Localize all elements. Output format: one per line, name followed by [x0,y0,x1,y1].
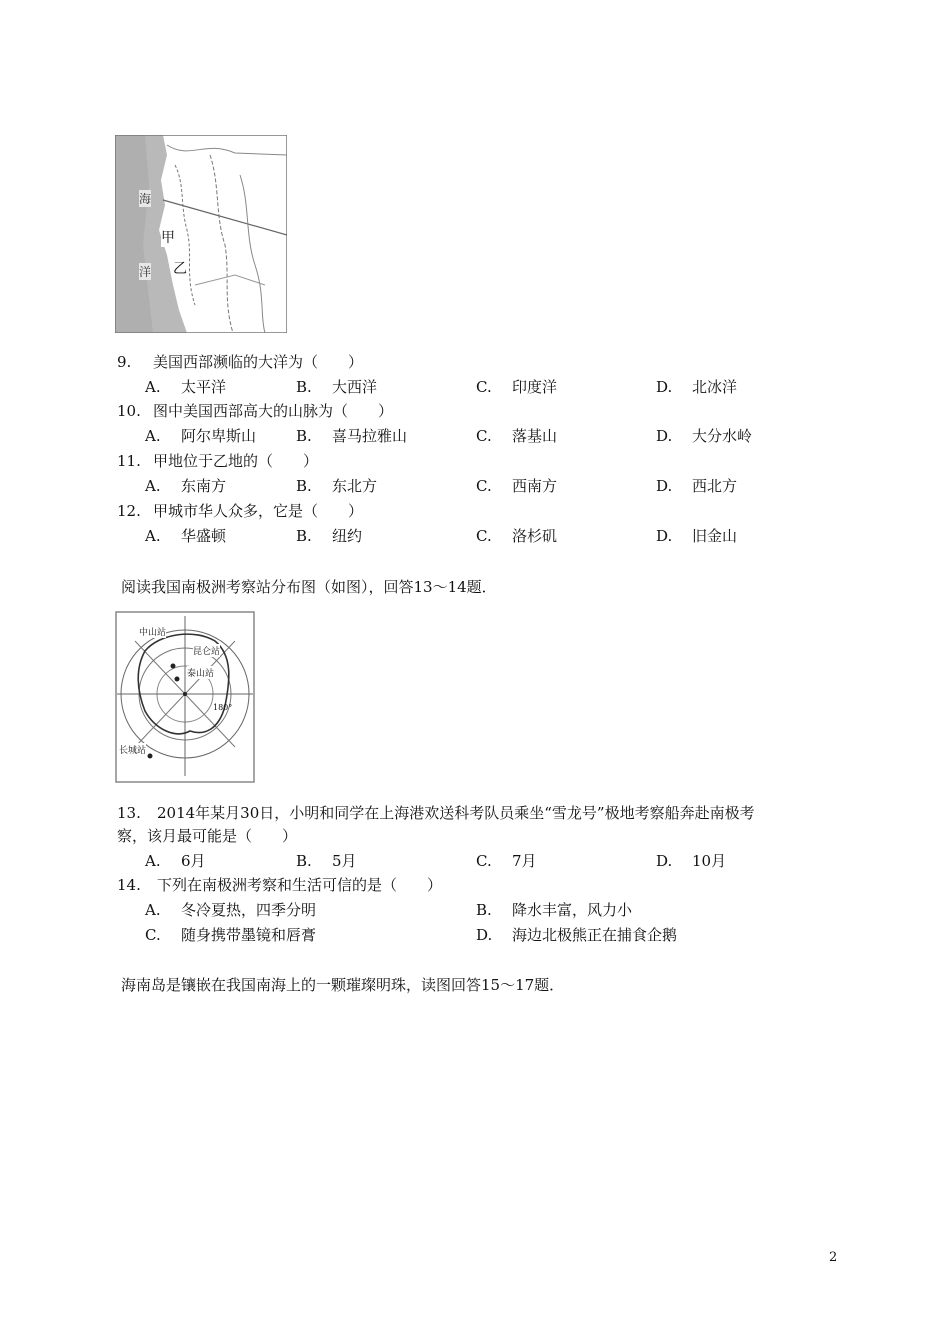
question-14 [117,874,442,895]
station-taishan: 泰山站 [187,666,214,679]
station-zhongshan: 中山站 [139,625,166,638]
option-b[interactable]: B. 5月 [296,852,357,870]
option-a[interactable]: A. 冬冷夏热，四季分明 [145,901,317,919]
option-d[interactable]: D. 10月 [656,852,727,870]
option-d[interactable]: D. 海边北极熊正在捕食企鹅 [476,926,678,944]
question-number: 10. [117,402,141,420]
us-west-map [115,135,287,333]
question-text: 图中美国西部高大的山脉为（ ） [153,402,394,420]
option-d[interactable]: D. 西北方 [656,477,738,495]
map-label-hai: 海 [139,192,152,206]
antarctica-map [115,611,255,783]
question-text: 美国西部濒临的大洋为（ ） [153,353,364,371]
option-d[interactable]: D. 大分水岭 [656,427,753,445]
map-label-jia: 甲 [161,227,175,247]
option-b[interactable]: B. 降水丰富，风力小 [476,901,633,919]
station-changcheng: 长城站 [119,743,146,756]
option-b[interactable]: B. 喜马拉雅山 [296,427,408,445]
question-text: 2014年某月30日，小明和同学在上海港欢送科考队员乘坐“雪龙号”极地考察船奔赴南极考 [157,804,755,822]
option-a[interactable]: A. 东南方 [145,477,227,495]
option-d[interactable]: D. 旧金山 [656,527,738,545]
option-b[interactable]: B. 纽约 [296,527,363,545]
option-c[interactable]: C. 随身携带墨镜和唇膏 [145,926,317,944]
question-11 [117,450,318,471]
option-a[interactable]: A. 6月 [145,852,206,870]
question-13-line2: 察，该月最可能是（ ） [117,827,298,845]
option-b[interactable]: B. 大西洋 [296,378,378,396]
us-west-map-drawing [115,135,287,333]
question-text: 下列在南极洲考察和生活可信的是（ ） [157,876,443,894]
question-number: 13. [117,804,141,822]
longitude-180: 180° [213,703,233,712]
option-c[interactable]: C. 印度洋 [476,378,558,396]
map-label-yang: 洋 [139,265,152,279]
option-c[interactable]: C. 落基山 [476,427,558,445]
option-a[interactable]: A. 太平洋 [145,378,227,396]
station-kunlun: 昆仑站 [193,644,220,657]
question-13 [117,802,755,823]
question-text: 甲地位于乙地的（ ） [153,452,319,470]
option-d[interactable]: D. 北冰洋 [656,378,738,396]
question-12 [117,500,363,521]
antarctica-map-drawing [115,611,255,783]
question-number: 14. [117,876,141,894]
option-c[interactable]: C. 7月 [476,852,537,870]
question-text: 甲城市华人众多，它是（ ） [153,502,364,520]
option-a[interactable]: A. 阿尔卑斯山 [145,427,257,445]
option-c[interactable]: C. 洛杉矶 [476,527,558,545]
intro-13-14: 阅读我国南极洲考察站分布图（如图），回答13～14题． [121,578,497,596]
question-9 [117,351,363,372]
option-a[interactable]: A. 华盛顿 [145,527,227,545]
page-number: 2 [829,1250,838,1265]
intro-15-17: 海南岛是镶嵌在我国南海上的一颗璀璨明珠，读图回答15～17题． [121,976,565,994]
map-label-yi: 乙 [173,258,187,278]
option-c[interactable]: C. 西南方 [476,477,558,495]
question-10 [117,400,393,421]
option-b[interactable]: B. 东北方 [296,477,378,495]
question-number: 11. [117,452,141,470]
question-number: 9. [117,353,132,371]
question-number: 12. [117,502,141,520]
